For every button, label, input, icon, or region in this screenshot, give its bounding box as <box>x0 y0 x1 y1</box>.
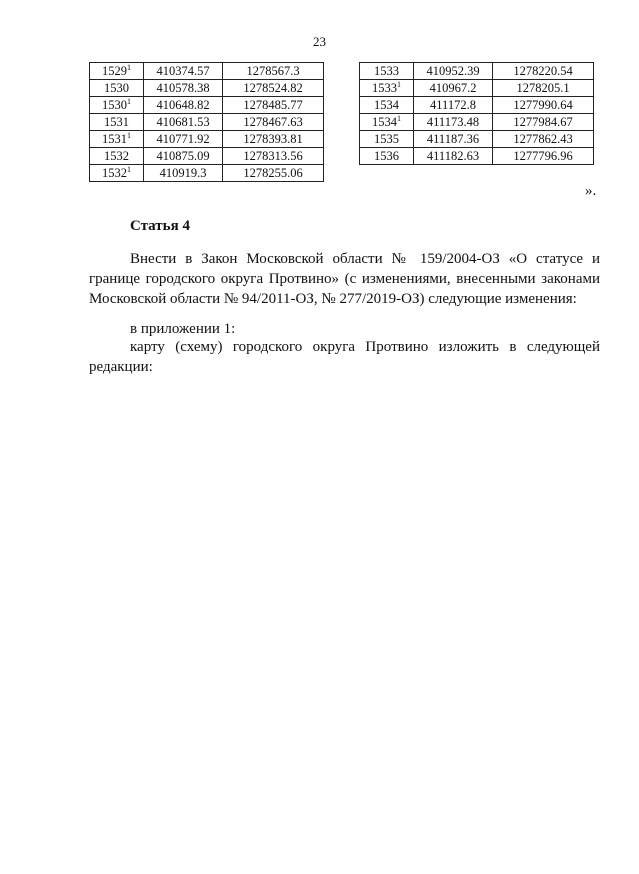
point-superscript: 1 <box>127 97 131 106</box>
coordinate-x-cell: 410875.09 <box>144 148 223 165</box>
coordinate-y-cell: 1278467.63 <box>223 114 324 131</box>
page-number: 23 <box>313 34 326 49</box>
point-number-cell <box>360 148 414 165</box>
coordinate-y-cell: 1278313.56 <box>223 148 324 165</box>
point-number: 1530 <box>104 81 129 95</box>
point-superscript: 1 <box>127 131 131 140</box>
point-number: 1531 <box>104 115 129 129</box>
coordinate-y-cell: 1278485.77 <box>223 97 324 114</box>
point-number: 1529 <box>102 64 127 78</box>
table-row <box>90 148 324 165</box>
point-number: 1533 <box>372 81 397 95</box>
coordinates-table-right <box>359 62 594 165</box>
article-paragraph: в приложении 1: <box>130 321 236 337</box>
point-number: 1530 <box>102 98 127 112</box>
coordinate-x-cell: 410374.57 <box>144 63 223 80</box>
point-number-cell <box>360 131 414 148</box>
coordinate-y-cell: 1278524.82 <box>223 80 324 97</box>
coordinate-y-cell: 1277990.64 <box>493 97 594 114</box>
table-row <box>360 131 594 148</box>
point-number-cell <box>360 114 414 131</box>
coordinate-x-cell: 410967.2 <box>414 80 493 97</box>
coordinate-x-cell: 410771.92 <box>144 131 223 148</box>
point-superscript: 1 <box>397 80 401 89</box>
coordinate-y-cell: 1278220.54 <box>493 63 594 80</box>
point-number-cell <box>90 148 144 165</box>
coordinate-y-cell: 1277796.96 <box>493 148 594 165</box>
table-row <box>90 114 324 131</box>
coordinate-y-cell: 1277984.67 <box>493 114 594 131</box>
coordinate-x-cell: 410952.39 <box>414 63 493 80</box>
point-number-cell <box>90 97 144 114</box>
coordinate-y-cell: 1278567.3 <box>223 63 324 80</box>
point-superscript: 1 <box>127 165 131 174</box>
table-row <box>360 114 594 131</box>
coordinate-y-cell: 1278393.81 <box>223 131 324 148</box>
table-row <box>90 97 324 114</box>
coordinate-x-cell: 410681.53 <box>144 114 223 131</box>
coordinate-y-cell: 1278205.1 <box>493 80 594 97</box>
point-number-cell <box>90 114 144 131</box>
point-number-cell <box>90 63 144 80</box>
table-row <box>360 97 594 114</box>
table-row <box>90 165 324 182</box>
table-row <box>360 63 594 80</box>
point-number-cell <box>360 80 414 97</box>
coordinate-x-cell: 411187.36 <box>414 131 493 148</box>
point-number-cell <box>360 97 414 114</box>
coordinate-y-cell: 1277862.43 <box>493 131 594 148</box>
point-number: 1535 <box>374 132 399 146</box>
coordinate-x-cell: 410919.3 <box>144 165 223 182</box>
table-row <box>90 80 324 97</box>
coordinate-x-cell: 410578.38 <box>144 80 223 97</box>
point-number: 1534 <box>372 115 397 129</box>
table-row <box>90 63 324 80</box>
coordinates-table-left <box>89 62 324 182</box>
table-row <box>360 148 594 165</box>
coordinate-x-cell: 411173.48 <box>414 114 493 131</box>
point-number: 1536 <box>374 149 399 163</box>
point-number: 1531 <box>102 132 127 146</box>
article-paragraph: Внести в Закон Московской области № 159/2004-ОЗ «О статусе и границе городского округа Протвино» (с изменениями, внесенными законами Московской области № 94/2011-ОЗ, № 277/2019-ОЗ) следующие изменения: <box>89 251 600 307</box>
table-row <box>90 131 324 148</box>
point-number: 1532 <box>102 166 127 180</box>
article-paragraph: карту (схему) городского округа Протвино изложить в следующей редакции: <box>89 339 600 375</box>
coordinate-y-cell: 1278255.06 <box>223 165 324 182</box>
point-number: 1533 <box>374 64 399 78</box>
table-row <box>360 80 594 97</box>
point-number-cell <box>90 80 144 97</box>
point-number: 1532 <box>104 149 129 163</box>
point-number-cell <box>360 63 414 80</box>
coordinate-x-cell: 411172.8 <box>414 97 493 114</box>
coordinate-x-cell: 411182.63 <box>414 148 493 165</box>
point-number-cell <box>90 131 144 148</box>
coordinate-x-cell: 410648.82 <box>144 97 223 114</box>
point-number: 1534 <box>374 98 399 112</box>
point-number-cell <box>90 165 144 182</box>
point-superscript: 1 <box>397 114 401 123</box>
point-superscript: 1 <box>127 63 131 72</box>
article-title: Статья 4 <box>130 218 190 234</box>
closing-quote: ». <box>585 183 597 199</box>
